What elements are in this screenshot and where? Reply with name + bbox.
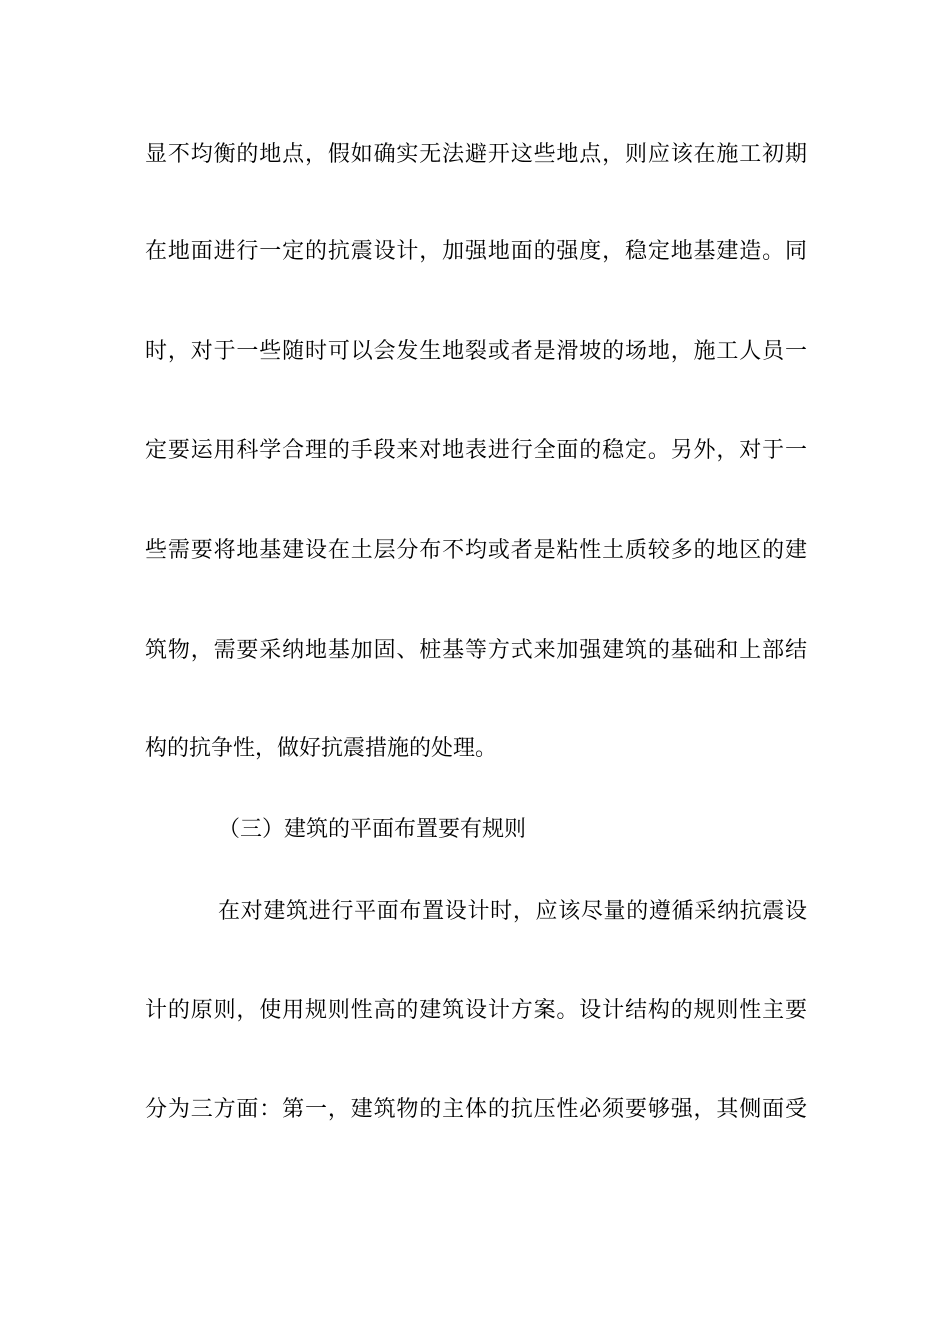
paragraph-line: 构的抗争性，做好抗震措施的处理。 [145,736,498,761]
paragraph-line: 显不均衡的地点，假如确实无法避开这些地点，则应该在施工初期 [145,142,807,167]
paragraph-line: 筑物，需要采纳地基加固、桩基等方式来加强建筑的基础和上部结 [145,638,807,663]
paragraph-line: 些需要将地基建设在土层分布不均或者是粘性土质较多的地区的建 [145,538,807,563]
paragraph-line: 分为三方面：第一，建筑物的主体的抗压性必须要够强，其侧面受 [145,1097,807,1122]
paragraph-line: 定要运用科学合理的手段来对地表进行全面的稳定。另外，对于一 [145,438,807,463]
paragraph-line: 在对建筑进行平面布置设计时，应该尽量的遵循采纳抗震设 [218,899,807,924]
paragraph-line: 在地面进行一定的抗震设计，加强地面的强度，稳定地基建造。同 [145,239,807,264]
section-heading: （三）建筑的平面布置要有规则 [218,817,527,842]
paragraph-line: 计的原则，使用规则性高的建筑设计方案。设计结构的规则性主要 [145,998,807,1023]
paragraph-line: 时，对于一些随时可以会发生地裂或者是滑坡的场地，施工人员一 [145,339,807,364]
